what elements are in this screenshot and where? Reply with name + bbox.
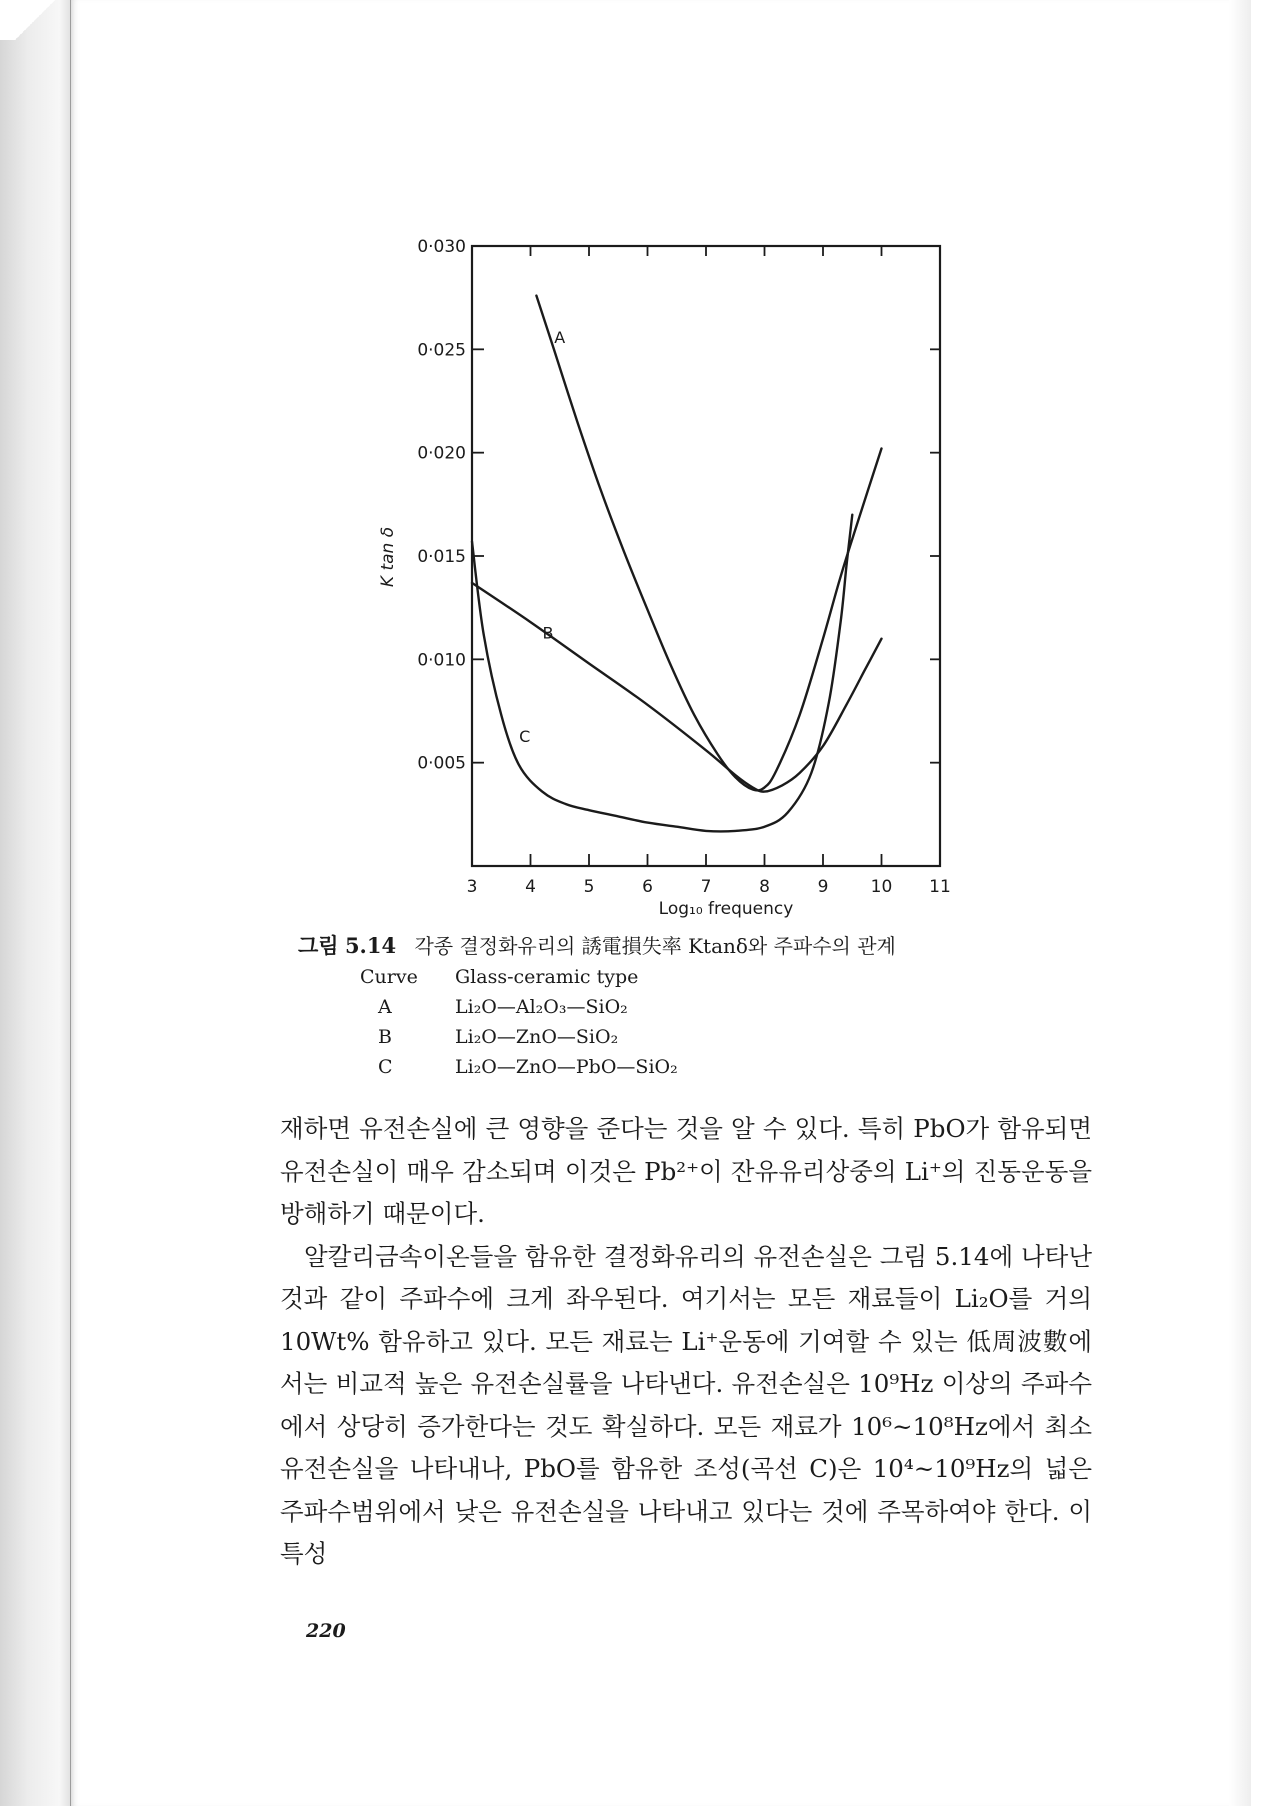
legend-header-key: Curve [360,966,418,988]
legend-row [360,992,678,1022]
series-line-a [536,296,881,791]
curve-label-c: C [519,727,531,746]
plot-border [472,246,940,866]
y-tick-label: 0·025 [417,340,466,361]
legend-row [360,1052,678,1082]
legend-value: Li₂O—ZnO—PbO—SiO₂ [455,1056,678,1078]
curve-label-a: A [554,328,566,348]
page-number: 220 [306,1620,346,1642]
plot-frame [472,246,940,866]
x-tick-label: 3 [466,877,478,897]
curve-legend-table [360,962,678,1082]
curve-labels [519,328,565,746]
body-text [280,1108,1092,1576]
legend-header-value: Glass-ceramic type [455,966,639,988]
y-tick-label: 0·005 [417,753,466,774]
caption-number: 5.14 [344,933,397,958]
x-tick-label: 11 [929,877,951,897]
y-tick-label: 0·015 [417,547,466,567]
legend-value: Li₂O—Al₂O₃—SiO₂ [455,996,628,1018]
x-tick-label: 6 [642,877,653,897]
legend-row [360,1022,678,1052]
y-axis-label: K tan δ [378,526,398,588]
x-axis-label: Log₁₀ frequency [658,899,794,919]
legend-key: B [378,1026,392,1048]
y-tick-label: 0·030 [417,237,466,257]
paragraph: 알칼리금속이온들을 함유한 결정화유리의 유전손실은 그림 5.14에 나타난 것과 같이 주파수에 크게 좌우된다. 여기서는 모든 재료들이 Li₂O를 거의 10Wt% 함유하고 있다. 모든 재료는 Li⁺운동에 기여할 수 있는 低周波數에서는 비교적 높은 유전손실률을 나타낸다. 유전손실은 10⁹Hz 이상의 주파수에서 상당히 증가한다는 것도 확실하다. 모든 재료가 10⁶~10⁸Hz에서 최소유전손실을 나타내나, PbO를 함유한 조성(곡선 C)은 10⁴~10⁹Hz의 넓은 주파수범위에서 낮은 유전손실을 나타내고 있다는 것에 주목하여야 한다. 이 특성 [280,1241,1092,1568]
axis-ticks [417,237,950,897]
x-tick-label: 5 [583,877,595,897]
y-tick-label: 0·010 [417,650,466,671]
caption-text: 각종 결정화유리의 誘電損失率 Ktanδ와 주파수의 관계 [414,934,896,958]
series-line-c [472,515,852,832]
legend-key: A [378,996,392,1018]
x-tick-label: 10 [870,877,893,897]
figure-caption [298,930,1098,960]
x-tick-label: 7 [700,877,712,897]
x-tick-label: 4 [525,877,536,897]
paragraph: 재하면 유전손실에 큰 영향을 준다는 것을 알 수 있다. 특히 PbO가 함유되면 유전손실이 매우 감소되며 이것은 Pb²⁺이 잔유유리상중의 Li⁺의 진동운동을 방해하기 때문이다. [280,1114,1092,1228]
legend-key: C [378,1056,393,1078]
x-tick-label: 9 [817,877,829,897]
legend-header-row [360,962,678,992]
legend-value: Li₂O—ZnO—SiO₂ [455,1026,619,1048]
series-lines [472,296,882,832]
series-line-b [472,583,882,792]
curve-label-b: B [542,623,554,643]
caption-label: 그림 [298,934,339,958]
y-tick-label: 0·020 [417,443,466,464]
x-tick-label: 8 [759,877,770,897]
